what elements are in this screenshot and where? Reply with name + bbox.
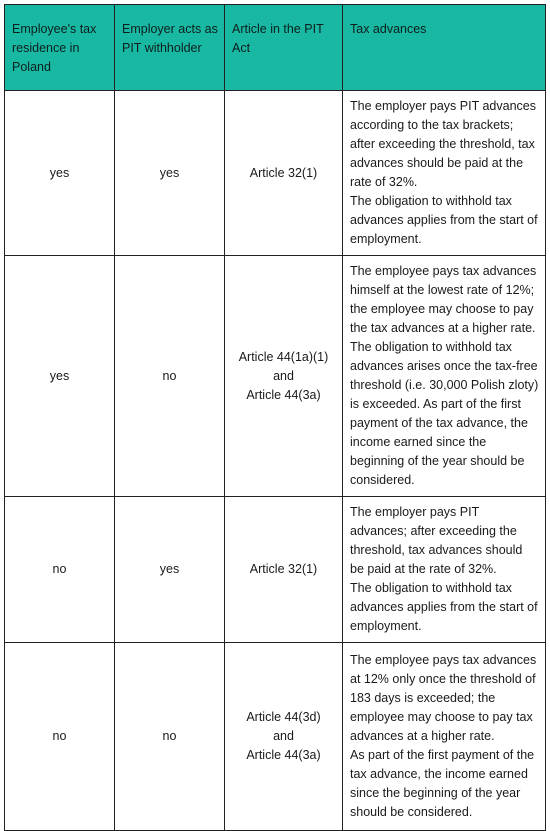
cell-pit-withholder: yes <box>115 91 225 256</box>
article-line: Article 44(3a) <box>246 748 321 762</box>
table-body <box>5 91 546 831</box>
cell-article <box>225 497 343 643</box>
table-row <box>5 91 546 256</box>
article-line: Article 32(1) <box>249 165 318 180</box>
advances-paragraph: The employer pays PIT advances according to the tax brackets; after exceeding the threshold, tax advances should be paid at the rate of 32%. <box>350 99 536 189</box>
cell-article <box>225 643 343 831</box>
cell-article <box>225 256 343 497</box>
advances-paragraph: The employee pays tax advances at 12% only once the threshold of 183 days is exceeded; the employee may choose to pay tax advances at a higher rate. <box>350 653 537 743</box>
header-row <box>5 5 546 91</box>
advances-paragraph: The obligation to withhold tax advances arises once the tax-free threshold (i.e. 30,000 Polish zloty) is exceeded. As part of the first payment of the tax advance, the income earned since the beginning of the year should be considered. <box>350 340 539 487</box>
cell-article <box>225 91 343 256</box>
advances-paragraph: As part of the first payment of the tax advance, the income earned since the beginning of the year should be considered. <box>350 748 535 819</box>
header-tax-residence: Employee's tax residence in Poland <box>5 5 115 91</box>
cell-pit-withholder: yes <box>115 497 225 643</box>
cell-tax-residence: no <box>5 643 115 831</box>
advances-paragraph: The employer pays PIT advances; after exceeding the threshold, tax advances should be paid at the rate of 32%. <box>350 505 523 576</box>
cell-pit-withholder: no <box>115 643 225 831</box>
article-line: Article 44(1a)(1) <box>238 349 329 364</box>
cell-tax-advances <box>343 91 546 256</box>
article-line: Article 44(3d) <box>246 710 321 724</box>
advances-paragraph: The obligation to withhold tax advances applies from the start of employment. <box>350 194 538 246</box>
table-row <box>5 643 546 831</box>
table-header <box>5 5 546 91</box>
article-and: and <box>273 368 294 383</box>
cell-pit-withholder: no <box>115 256 225 497</box>
cell-tax-advances <box>343 256 546 497</box>
header-tax-advances: Tax advances <box>343 5 546 91</box>
header-pit-withholder: Employer acts as PIT withholder <box>115 5 225 91</box>
table-row <box>5 256 546 497</box>
article-line: Article 32(1) <box>249 562 318 576</box>
table-row <box>5 497 546 643</box>
cell-tax-residence: yes <box>5 256 115 497</box>
article-and: and <box>273 729 294 743</box>
tax-advances-table <box>4 4 546 831</box>
cell-tax-residence: no <box>5 497 115 643</box>
advances-paragraph: The employee pays tax advances himself at the lowest rate of 12%; the employee may choose to pay the tax advances at a higher rate. <box>350 264 537 335</box>
article-line: Article 44(3a) <box>246 387 321 402</box>
advances-paragraph: The obligation to withhold tax advances applies from the start of employment. <box>350 581 538 633</box>
cell-tax-advances <box>343 497 546 643</box>
cell-tax-residence: yes <box>5 91 115 256</box>
cell-tax-advances <box>343 643 546 831</box>
header-article: Article in the PIT Act <box>225 5 343 91</box>
